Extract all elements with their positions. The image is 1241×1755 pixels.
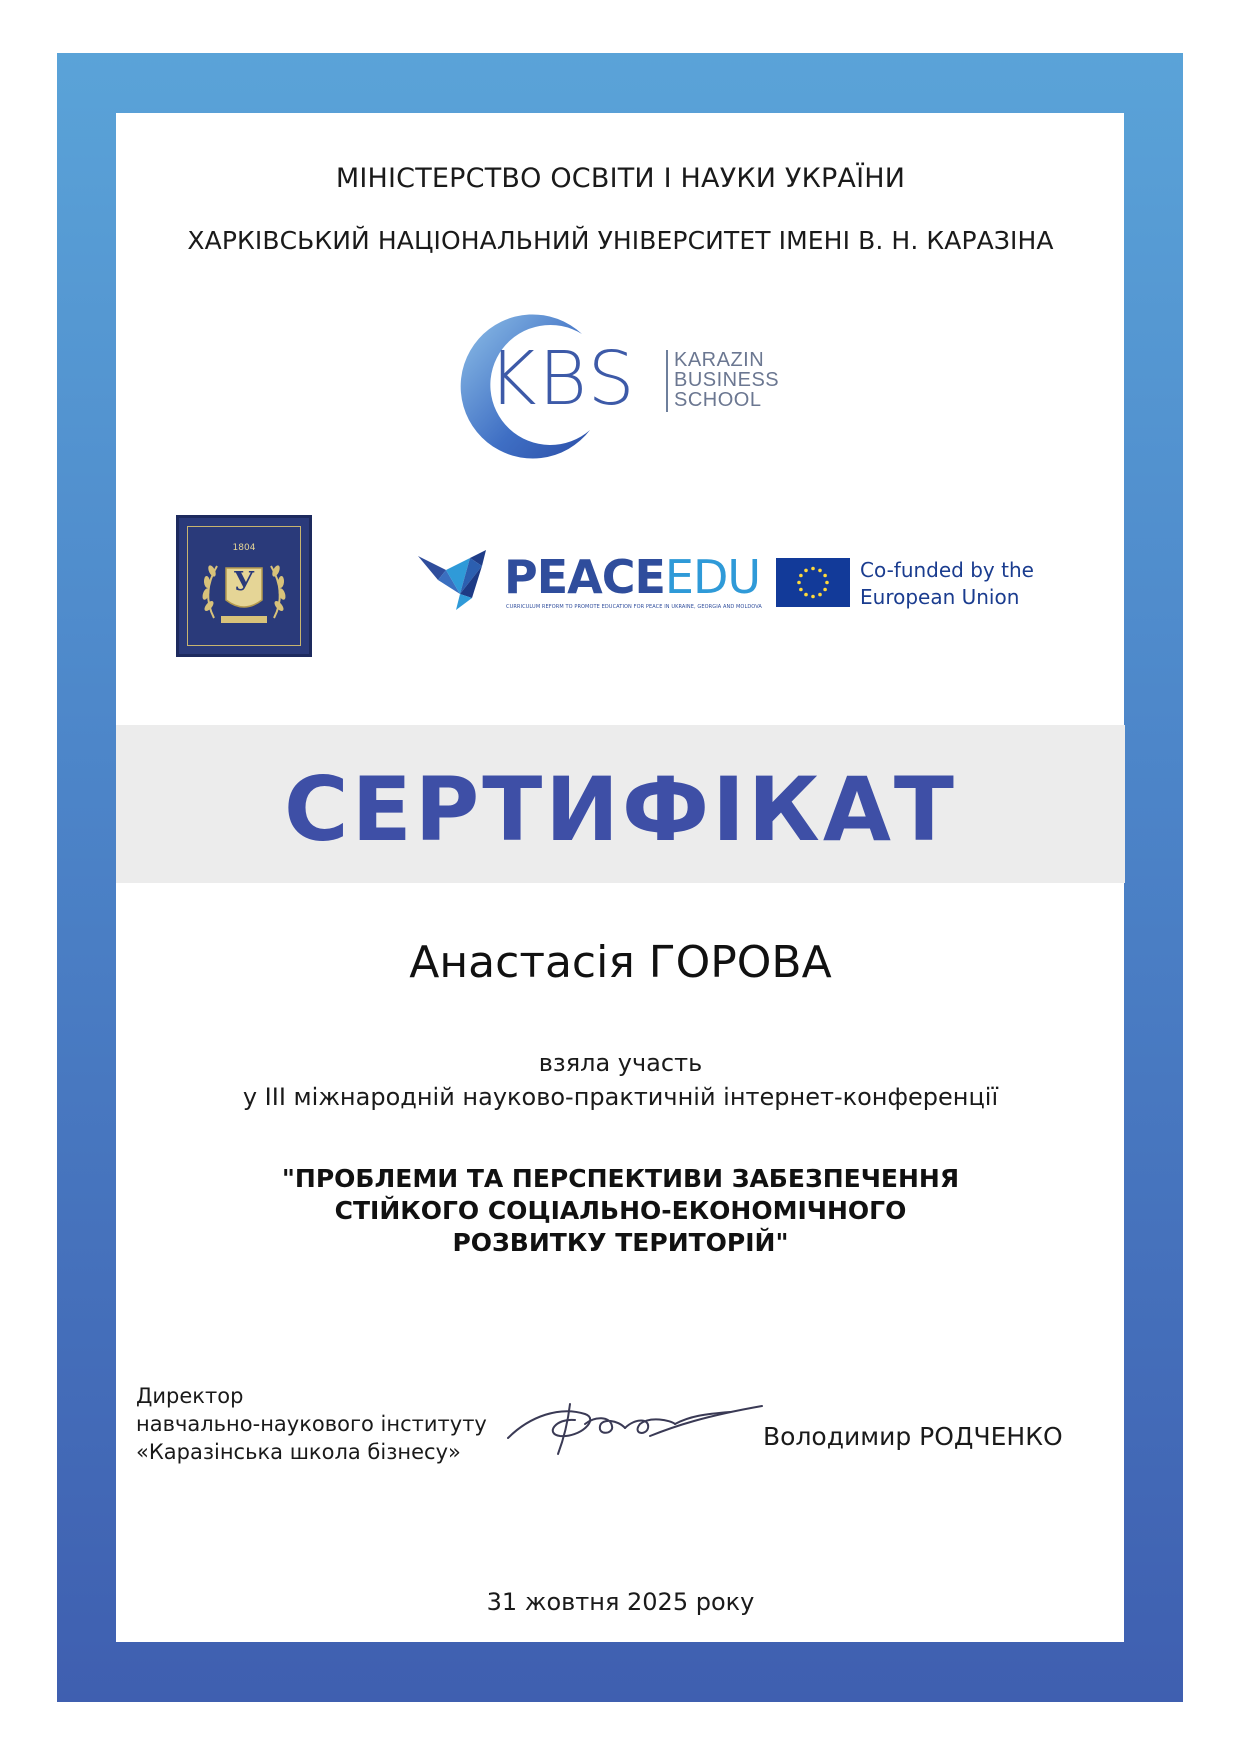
topic-line-2: СТІЙКОГО СОЦІАЛЬНО-ЕКОНОМІЧНОГО <box>334 1196 907 1225</box>
recipient-name: Анастасія ГОРОВА <box>409 937 832 988</box>
emblem-letter: У <box>233 567 255 597</box>
kbs-word-2: BUSINESS <box>674 369 780 391</box>
eu-text-line2: European Union <box>860 585 1020 609</box>
conference-topic <box>0 1163 1241 1259</box>
peaceedu-peace: PEACE <box>504 550 665 604</box>
topic-line-1: "ПРОБЛЕМИ ТА ПЕРСПЕКТИВИ ЗАБЕЗПЕЧЕННЯ <box>281 1164 960 1193</box>
certificate-date: 31 жовтня 2025 року <box>486 1588 755 1616</box>
eu-text-line1: Co-funded by the <box>860 558 1034 582</box>
eu-flag-icon <box>776 558 850 607</box>
eu-stars-icon <box>776 558 850 607</box>
signer-position <box>136 1382 487 1466</box>
signer-position-line-2: навчально-наукового інституту <box>136 1412 487 1436</box>
kbs-divider <box>666 350 668 412</box>
certificate-title: СЕРТИФІКАТ <box>284 758 957 861</box>
kbs-logo <box>440 312 820 462</box>
eu-cofunded-text <box>860 557 1034 611</box>
kbs-letters: KBS <box>488 336 637 422</box>
ministry-heading: МІНІСТЕРСТВО ОСВІТИ І НАУКИ УКРАЇНИ <box>335 163 906 194</box>
emblem-year: 1804 <box>232 543 256 553</box>
peaceedu-tagline: CURRICULUM REFORM TO PROMOTE EDUCATION FOR PEACE IN UKRAINE, GEORGIA AND MOLDOVA <box>506 604 762 610</box>
university-heading: ХАРКІВСЬКИЙ НАЦІОНАЛЬНИЙ УНІВЕРСИТЕТ ІМЕНІ В. Н. КАРАЗІНА <box>187 226 1054 255</box>
signature-scribble-icon <box>500 1376 770 1466</box>
signer-position-line-1: Директор <box>136 1384 244 1408</box>
peaceedu-logo <box>416 548 762 618</box>
peaceedu-wordmark <box>504 552 760 602</box>
conference-text: у ІІІ міжнародній науково-практичній інтернет-конференції <box>242 1083 999 1111</box>
university-emblem <box>176 515 312 657</box>
signer-name: Володимир РОДЧЕНКО <box>763 1422 1063 1451</box>
kbs-word-3: SCHOOL <box>674 389 762 411</box>
dove-icon <box>416 548 502 618</box>
handwritten-signature <box>500 1376 770 1466</box>
topic-line-3: РОЗВИТКУ ТЕРИТОРІЙ" <box>452 1228 789 1257</box>
participation-text: взяла участь <box>538 1049 703 1077</box>
peaceedu-edu: EDU <box>664 550 761 604</box>
kbs-words <box>674 350 779 410</box>
kbs-word-1: KARAZIN <box>674 349 765 371</box>
signer-position-line-3: «Каразінська школа бізнесу» <box>136 1440 461 1464</box>
